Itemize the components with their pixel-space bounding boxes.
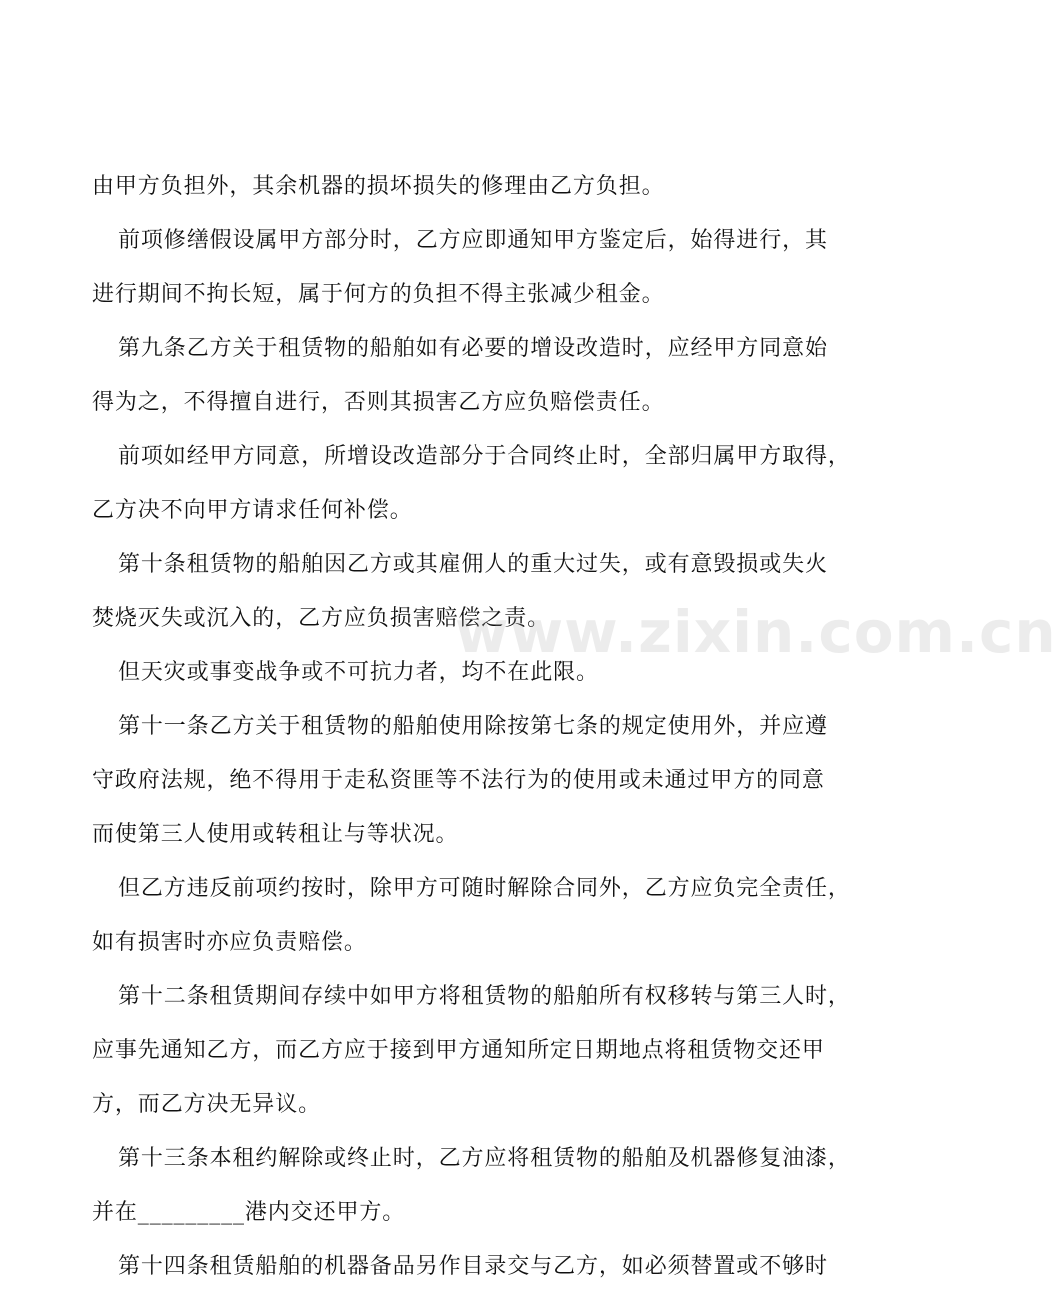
text-line: 应事先通知乙方，而乙方应于接到甲方通知所定日期地点将租赁物交还甲 <box>92 1038 825 1063</box>
text-line: 守政府法规，绝不得用于走私资匪等不法行为的使用或未通过甲方的同意 <box>92 768 825 793</box>
text-line: 得为之，不得擅自进行，否则其损害乙方应负赔偿责任。 <box>92 390 665 415</box>
text-line: 第十条租赁物的船舶因乙方或其雇佣人的重大过失，或有意毁损或失火 <box>118 552 828 577</box>
text-line: 第十一条乙方关于租赁物的船舶使用除按第七条的规定使用外，并应遵 <box>118 714 828 739</box>
text-line: 但乙方违反前项约按时，除甲方可随时解除合同外，乙方应负完全责任， <box>118 876 851 901</box>
text-line: 由甲方负担外，其余机器的损坏损失的修理由乙方负担。 <box>92 174 665 199</box>
watermark: www.zixin.com.cn <box>455 598 1057 666</box>
text-line: 焚烧灭失或沉入的，乙方应负损害赔偿之责。 <box>92 606 551 631</box>
text-line: 但天灾或事变战争或不可抗力者，均不在此限。 <box>118 660 599 685</box>
text-line: 进行期间不拘长短，属于何方的负担不得主张减少租金。 <box>92 282 665 307</box>
text-line: 方，而乙方决无异议。 <box>92 1092 322 1117</box>
text-line: 第十四条租赁船舶的机器备品另作目录交与乙方，如必须替置或不够时 <box>118 1254 828 1279</box>
text-line: 而使第三人使用或转租让与等状况。 <box>92 822 459 847</box>
document-body <box>92 160 851 1294</box>
text-line: 前项修缮假设属甲方部分时，乙方应即通知甲方鉴定后，始得进行，其 <box>118 228 828 253</box>
text-line: 第十三条本租约解除或终止时，乙方应将租赁物的船舶及机器修复油漆， <box>118 1146 851 1171</box>
text-line: 如有损害时亦应负责赔偿。 <box>92 930 367 955</box>
text-line: 乙方决不向甲方请求任何补偿。 <box>92 498 413 523</box>
text-line: 并在_________港内交还甲方。 <box>92 1200 406 1225</box>
text-line: 前项如经甲方同意，所增设改造部分于合同终止时，全部归属甲方取得， <box>118 444 851 469</box>
text-line: 第九条乙方关于租赁物的船舶如有必要的增设改造时，应经甲方同意始 <box>118 336 828 361</box>
text-line: 第十二条租赁期间存续中如甲方将租赁物的船舶所有权移转与第三人时， <box>118 984 851 1009</box>
